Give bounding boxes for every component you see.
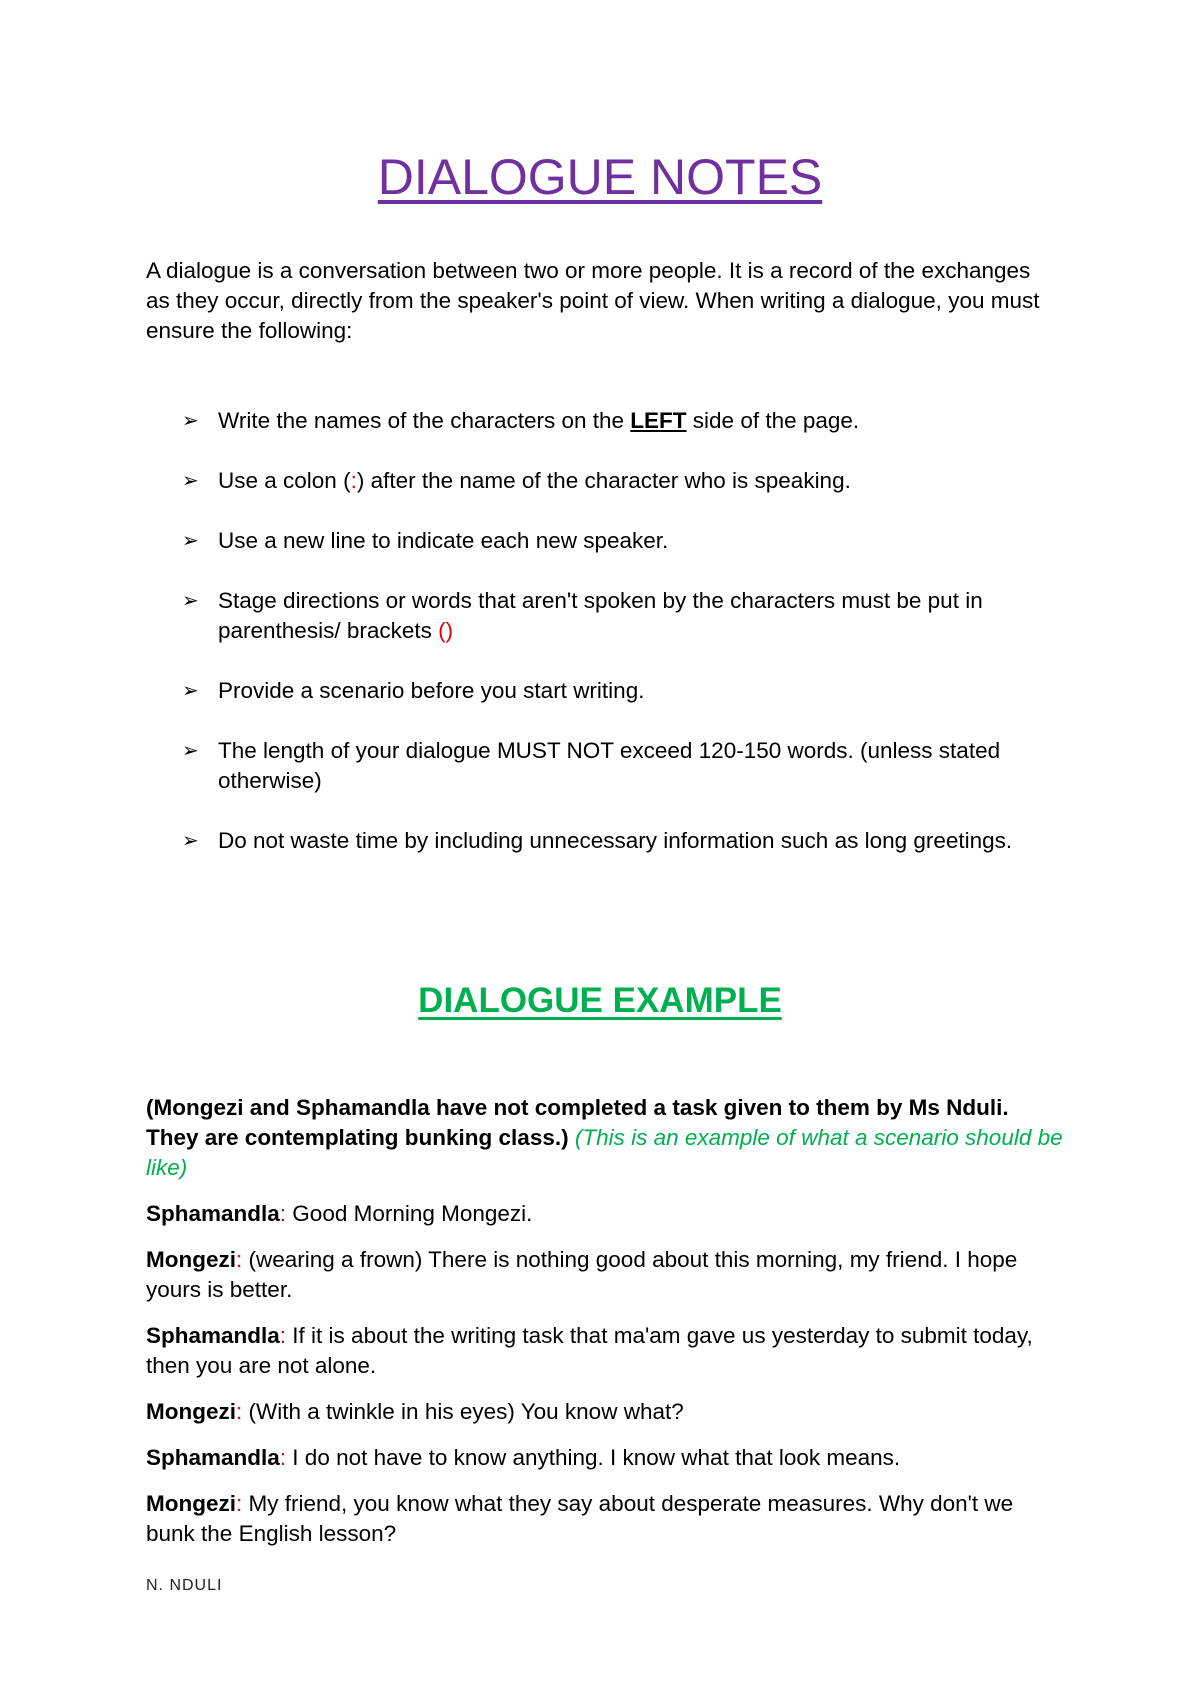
list-item	[146, 676, 1066, 706]
dialogue-example	[146, 1093, 1066, 1565]
bullet-text: The length of your dialogue MUST NOT exceed 120-150 words. (unless stated otherwise)	[218, 738, 1001, 793]
dialogue-line	[146, 1397, 1066, 1427]
list-item	[146, 406, 1066, 436]
line-text: I do not have to know anything. I know what that look means.	[286, 1445, 901, 1470]
line-text: (wearing a frown) There is nothing good about this morning, my friend. I hope yours is better.	[146, 1247, 1018, 1302]
dialogue-line	[146, 1443, 1066, 1473]
page-title: DIALOGUE NOTES	[377, 149, 823, 205]
arrow-bullet-icon: ➢	[182, 830, 199, 852]
rules-list	[146, 406, 1066, 886]
bullet-text: Stage directions or words that aren't spoken by the characters must be put in parenthesis/ brackets	[218, 588, 983, 643]
bullet-text: Use a new line to indicate each new speaker.	[218, 528, 669, 553]
arrow-bullet-icon: ➢	[182, 530, 199, 552]
line-text: My friend, you know what they say about desperate measures. Why don't we bunk the English lesson?	[146, 1491, 1014, 1546]
dialogue-line	[146, 1321, 1066, 1381]
example-heading: DIALOGUE EXAMPLE	[418, 981, 782, 1020]
speaker-name: Sphamandla	[146, 1445, 280, 1470]
colon-symbol: :	[350, 468, 357, 493]
bullet-text: side of the page.	[686, 408, 860, 433]
scenario-text: (Mongezi and Sphamandla have not completed a task given to them by Ms Nduli. They are contemplating bunking class.)	[146, 1095, 1009, 1150]
arrow-bullet-icon: ➢	[182, 410, 199, 432]
speaker-name: Sphamandla	[146, 1323, 280, 1348]
bullet-text: Use a colon (	[218, 468, 351, 493]
speaker-colon: :	[279, 1323, 287, 1348]
brackets-symbol: ()	[438, 618, 454, 643]
line-text: Good Morning Mongezi.	[286, 1201, 533, 1226]
dialogue-line	[146, 1489, 1066, 1549]
list-item	[146, 826, 1066, 856]
bullet-text: ) after the name of the character who is speaking.	[356, 468, 851, 493]
arrow-bullet-icon: ➢	[182, 590, 199, 612]
speaker-name: Mongezi	[146, 1247, 236, 1272]
emphasis-left: LEFT	[630, 408, 687, 433]
speaker-name: Mongezi	[146, 1491, 236, 1516]
dialogue-line	[146, 1245, 1066, 1305]
scenario-paragraph	[146, 1093, 1066, 1183]
scenario-note: (This is an example of what a scenario should be like)	[146, 1125, 1063, 1180]
bullet-text: Write the names of the characters on the	[218, 408, 631, 433]
speaker-colon: :	[279, 1201, 287, 1226]
bullet-text: Provide a scenario before you start writing.	[218, 678, 645, 703]
footer-author: N. NDULI	[146, 1577, 223, 1594]
speaker-colon: :	[236, 1247, 243, 1272]
speaker-name: Mongezi	[146, 1399, 236, 1424]
list-item	[146, 586, 1066, 646]
speaker-colon: :	[236, 1399, 243, 1424]
line-text: If it is about the writing task that ma'am gave us yesterday to submit today, then you are not alone.	[146, 1323, 1033, 1378]
speaker-name: Sphamandla	[146, 1201, 280, 1226]
list-item	[146, 526, 1066, 556]
arrow-bullet-icon: ➢	[182, 680, 199, 702]
list-item	[146, 736, 1066, 796]
speaker-colon: :	[236, 1491, 243, 1516]
line-text: (With a twinkle in his eyes) You know what?	[242, 1399, 684, 1424]
arrow-bullet-icon: ➢	[182, 470, 199, 492]
list-item	[146, 466, 1066, 496]
dialogue-line	[146, 1199, 1066, 1229]
bullet-text: Do not waste time by including unnecessary information such as long greetings.	[218, 828, 1013, 853]
arrow-bullet-icon: ➢	[182, 740, 199, 762]
intro-paragraph: A dialogue is a conversation between two or more people. It is a record of the exchanges as they occur, directly from the speaker's point of view. When writing a dialogue, you must ensure the following:	[146, 258, 1040, 343]
speaker-colon: :	[279, 1445, 287, 1470]
